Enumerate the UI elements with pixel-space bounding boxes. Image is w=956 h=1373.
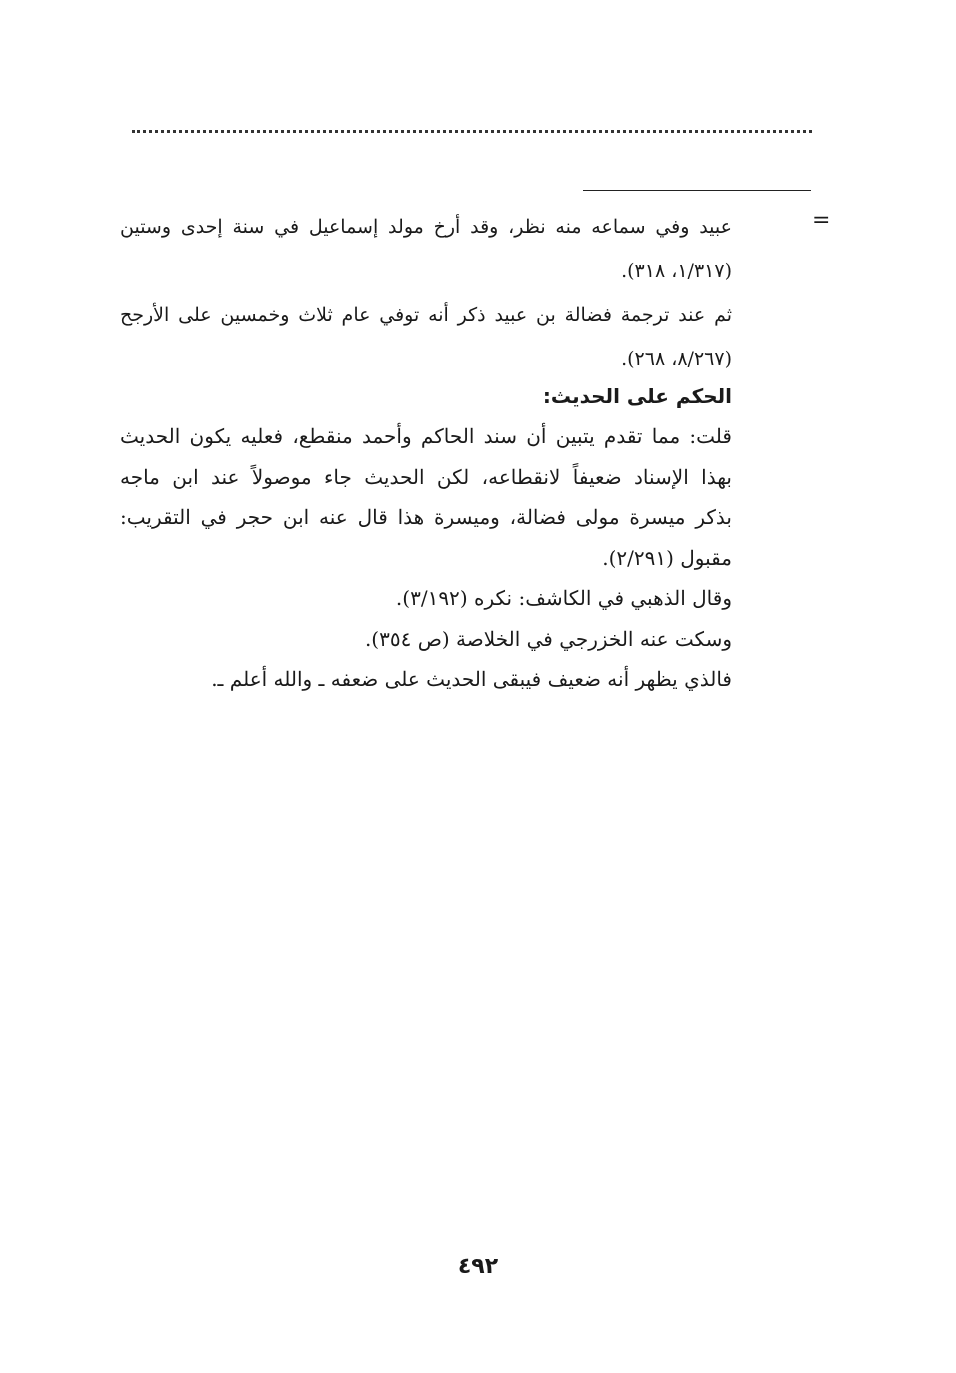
footnote-separator [583,190,811,191]
hadith-ruling-section [120,376,732,700]
footnote-block [120,205,732,381]
ruling-line: فالذي يظهر أنه ضعيف فيبقى الحديث على ضعفه ـ والله أعلم ـ. [211,667,732,691]
ruling-line: وقال الذهبي في الكاشف: نكره (٣/١٩٢). [395,586,732,610]
ruling-line: وسكت عنه الخزرجي في الخلاصة (ص ٣٥٤). [364,626,732,651]
continuation-mark: = [812,208,831,233]
ruling-line: بذكر ميسرة مولى فضالة، وميسرة هذا قال عنه ابن حجر في التقريب: [120,505,732,529]
section-heading: الحكم على الحديث: [542,384,732,408]
page-number: ٤٩٢ [457,1254,499,1279]
ruling-line: مقبول (٢/٢٩١). [602,545,732,570]
footnote-line: (٨/٢٦٧، ٢٦٨). [621,348,732,370]
footnote-line: عبيد وفي سماعه منه نظر، وقد أرخ مولد إسماعيل في سنة إحدى وستين [120,216,732,238]
ruling-line: بهذا الإسناد ضعيفاً لانقطاعه، لكن الحديث جاء موصولاً عند ابن ماجه [120,464,732,489]
ruling-line: قلت: مما تقدم يتبين أن سند الحاكم وأحمد منقطع، فعليه يكون الحديث [120,424,732,448]
footnote-line: (١/٣١٧، ٣١٨). [621,260,732,282]
footnote-line: ثم عند ترجمة فضالة بن عبيد ذكر أنه توفي عام ثلاث وخمسين على الأرجح [120,304,732,326]
dotted-separator [132,130,812,133]
